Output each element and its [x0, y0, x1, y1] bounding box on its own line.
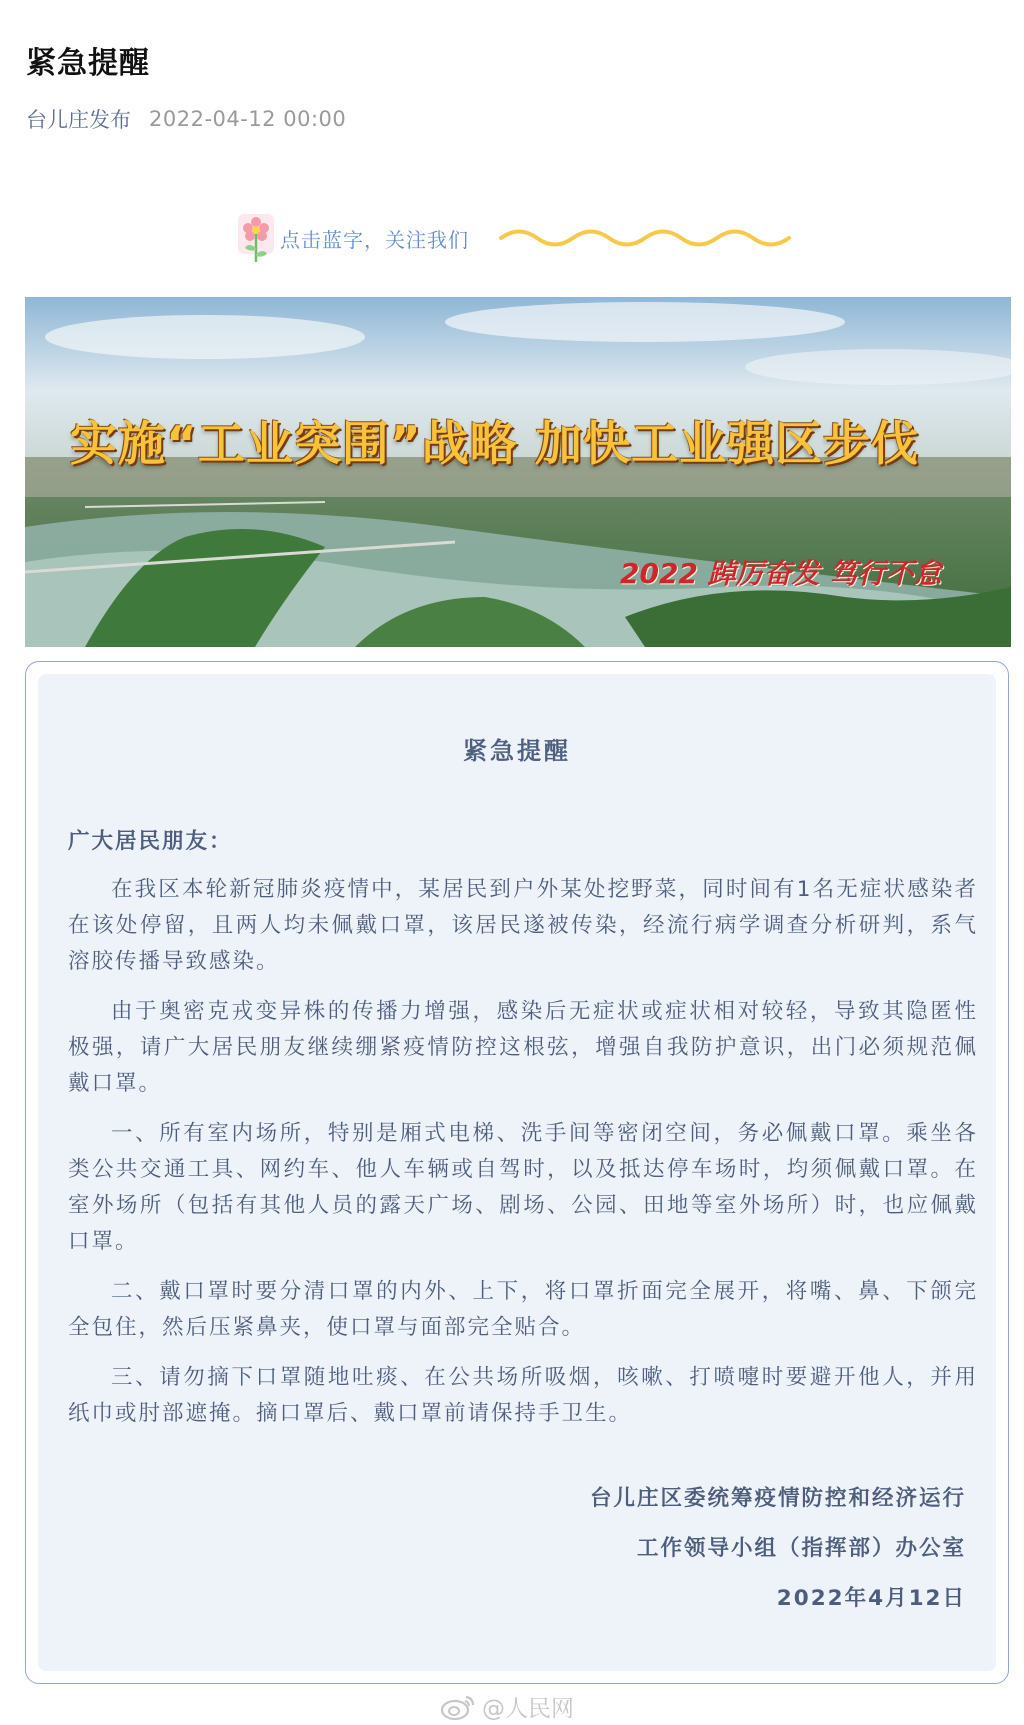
wave-decoration — [499, 223, 799, 253]
notice-paragraph: 由于奥密克戎变异株的传播力增强，感染后无症状或症状相对较轻，导致其隐匿性极强，请广大居民朋友继续绷紧疫情防控这根弦，增强自我防护意识，出门必须规范佩戴口罩。 — [68, 999, 978, 1096]
publish-date: 2022-04-12 00:00 — [149, 107, 347, 131]
weibo-icon — [440, 1693, 476, 1721]
follow-text: 点击蓝字，关注我们 — [280, 227, 469, 252]
banner-headline: 实施“工业突围”战略 加快工业强区步伐 — [70, 417, 920, 472]
follow-prompt[interactable] — [236, 212, 799, 264]
banner-image — [25, 297, 1011, 647]
notice-title: 紧急提醒 — [463, 737, 571, 765]
author-link[interactable]: 台儿庄发布 — [26, 108, 131, 132]
notice-paragraph: 一、所有室内场所，特别是厢式电梯、洗手间等密闭空间，务必佩戴口罩。乘坐各类公共交通工具、网约车、他人车辆或自驾时，以及抵达停车场时，均须佩戴口罩。在室外场所（包括有其他人员的露天广场、剧场、公园、田地等室外场所）时，也应佩戴口罩。 — [68, 1121, 978, 1254]
signature-date: 2022年4月12日 — [776, 1586, 966, 1611]
signature-org-line2: 工作领导小组（指挥部）办公室 — [636, 1536, 966, 1561]
flower-icon — [236, 212, 276, 264]
banner-slogan: 2022 踔厉奋发 笃行不怠 — [620, 557, 942, 590]
notice-greeting: 广大居民朋友： — [68, 829, 233, 854]
notice-signature — [366, 1474, 966, 1624]
watermark — [440, 1690, 574, 1723]
article-meta — [26, 104, 346, 134]
watermark-text: @人民网 — [482, 1696, 574, 1722]
notice-paragraph: 三、请勿摘下口罩随地吐痰、在公共场所吸烟，咳嗽、打喷嚏时要避开他人，并用纸巾或肘部遮掩。摘口罩后、戴口罩前请保持手卫生。 — [68, 1365, 978, 1426]
signature-org-line1: 台儿庄区委统筹疫情防控和经济运行 — [589, 1486, 966, 1511]
notice-inner — [38, 674, 996, 1671]
notice-body — [68, 824, 978, 1446]
notice-paragraph: 二、戴口罩时要分清口罩的内外、上下，将口罩折面完全展开，将嘴、鼻、下颌完全包住，然后压紧鼻夹，使口罩与面部完全贴合。 — [68, 1279, 978, 1340]
page-title: 紧急提醒 — [26, 46, 150, 81]
notice-paragraph: 在我区本轮新冠肺炎疫情中，某居民到户外某处挖野菜，同时间有1名无症状感染者在该处停留，且两人均未佩戴口罩，该居民遂被传染，经流行病学调查分析研判，系气溶胶传播导致感染。 — [68, 877, 978, 974]
notice-card — [25, 661, 1009, 1684]
